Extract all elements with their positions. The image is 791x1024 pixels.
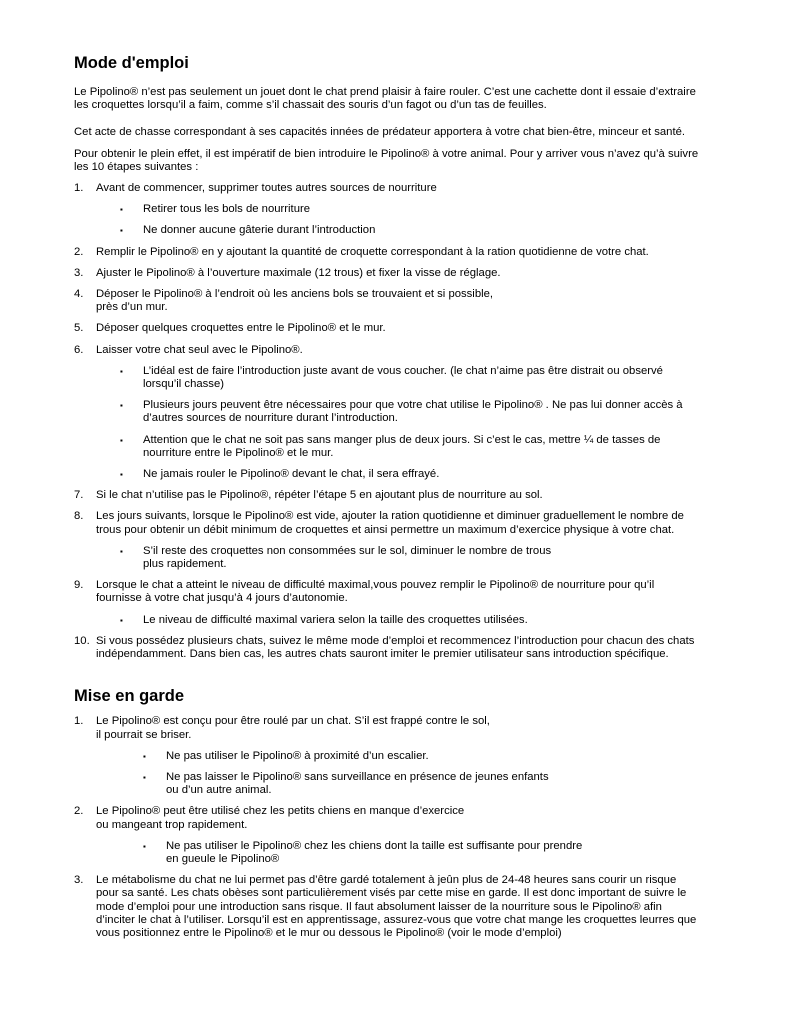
bullet-text	[166, 771, 724, 797]
text-line: Lorsque le chat a atteint le niveau de difficulté maximal,vous pouvez remplir le Pipolino® de nourriture pour qu’il	[96, 579, 655, 592]
numbered-item	[74, 344, 724, 357]
text-line: Pour obtenir le plein effet, il est impératif de bien introduire le Pipolino® à votre animal. Pour y arriver vous n’avez qu’à suivre	[74, 147, 699, 160]
text-line: fournisse à votre chat jusqu’à 4 jours d’autonomie.	[96, 592, 348, 605]
bullet-marker-icon: ▪	[120, 435, 123, 445]
item-number: 5.	[74, 322, 84, 335]
bullet-text	[143, 434, 724, 460]
text-line: Plusieurs jours peuvent être nécessaires pour que votre chat utilise le Pipolino® . Ne pas lui donner accès à	[143, 399, 683, 412]
item-number: 8.	[74, 510, 84, 523]
text-line: Retirer tous les bols de nourriture	[143, 203, 311, 216]
text-line: Remplir le Pipolino® en y ajoutant la quantité de croquette correspondant à la ration quotidienne de votre chat.	[96, 245, 649, 258]
item-text	[96, 267, 724, 280]
bullet-item	[74, 434, 724, 460]
text-line: Les jours suivants, lorsque le Pipolino® est vide, ajouter la ration quotidienne et diminuer graduellement le nombre de	[96, 510, 684, 523]
text-line: plus rapidement.	[143, 558, 227, 571]
bullet-item	[74, 771, 724, 797]
text-line: vous positionnez entre le Pipolino® et le mur ou dessous le Pipolino® (voir le mode d’emploi)	[96, 926, 562, 939]
item-number: 3.	[74, 266, 84, 279]
numbered-item	[74, 874, 724, 940]
text-line: d’autres sources de nourriture durant l’introduction.	[143, 412, 398, 425]
numbered-item	[74, 182, 724, 195]
numbered-item	[74, 579, 724, 605]
bullet-marker-icon: ▪	[120, 615, 123, 625]
item-text	[96, 805, 724, 831]
text-line: Si vous possédez plusieurs chats, suivez le même mode d’emploi et recommencez l’introduction pour chacun des chats	[96, 634, 695, 647]
text-line: Cet acte de chasse correspondant à ses capacités innées de prédateur apportera à votre chat bien-être, minceur et santé.	[74, 126, 686, 139]
item-number: 2.	[74, 805, 84, 818]
intro-paragraph-1	[74, 86, 724, 112]
item-text	[96, 344, 724, 357]
item-number: 10.	[74, 634, 90, 647]
item-text	[96, 489, 724, 502]
bullet-marker-icon: ▪	[120, 470, 123, 480]
bullet-marker-icon: ▪	[120, 401, 123, 411]
item-text	[96, 288, 724, 314]
bullet-text	[143, 224, 724, 237]
text-line: Déposer le Pipolino® à l’endroit où les anciens bols se trouvaient et si possible,	[96, 288, 494, 301]
bullet-item	[74, 399, 724, 425]
item-number: 9.	[74, 579, 84, 592]
steps-list	[74, 182, 724, 661]
bullet-text	[143, 365, 724, 391]
bullet-marker-icon: ▪	[120, 205, 123, 215]
item-text	[96, 715, 724, 741]
text-line: d’inciter le chat à l’utiliser. Lorsqu’il est en apprentissage, assurez-vous que votre chat mange les croquettes leurres que	[96, 913, 697, 926]
numbered-item	[74, 510, 724, 536]
text-line: trous pour obtenir un débit minimum de croquettes et ainsi permettre un maximum d’exercice physique à votre chat.	[96, 523, 675, 536]
text-line: Le Pipolino® peut être utilisé chez les petits chiens en manque d’exercice	[96, 805, 465, 818]
bullet-item	[74, 468, 724, 481]
bullet-text	[166, 840, 724, 866]
text-line: S’il reste des croquettes non consommées sur le sol, diminuer le nombre de trous	[143, 544, 552, 557]
numbered-item	[74, 288, 724, 314]
bullet-item	[74, 224, 724, 237]
text-line: Le niveau de difficulté maximal variera selon la taille des croquettes utilisées.	[143, 613, 528, 626]
item-number: 6.	[74, 343, 84, 356]
bullet-text	[143, 545, 724, 571]
text-line: Déposer quelques croquettes entre le Pipolino® et le mur.	[96, 322, 386, 335]
text-line: lorsqu’il chasse)	[143, 378, 224, 391]
text-line: ou d’un autre animal.	[166, 784, 272, 797]
bullet-item	[74, 614, 724, 627]
bullet-text	[143, 399, 724, 425]
text-line: indépendamment. Dans bien cas, les autres chats sauront imiter le premier utilisateur sans introduction spécifique.	[96, 648, 669, 661]
intro-paragraph-3	[74, 148, 724, 174]
bullet-item	[74, 365, 724, 391]
item-text	[96, 635, 724, 661]
bullet-marker-icon: ▪	[120, 226, 123, 236]
bullet-marker-icon: ▪	[143, 772, 146, 782]
text-line: Le Pipolino® est conçu pour être roulé par un chat. S’il est frappé contre le sol,	[96, 715, 490, 728]
bullet-text	[143, 468, 724, 481]
bullet-marker-icon: ▪	[120, 546, 123, 556]
text-line: en gueule le Pipolino®	[166, 852, 280, 865]
mise-en-garde-heading: Mise en garde	[74, 687, 185, 706]
item-number: 1.	[74, 182, 84, 195]
item-text	[96, 874, 724, 940]
numbered-item	[74, 805, 724, 831]
numbered-item	[74, 246, 724, 259]
bullet-text	[143, 203, 724, 216]
item-number: 4.	[74, 288, 84, 301]
item-text	[96, 579, 724, 605]
text-line: les croquettes lorsqu’il a faim, comme s’il chassait des souris d’un fagot ou d’un tas de feuilles.	[74, 99, 547, 112]
bullet-item	[74, 545, 724, 571]
numbered-item	[74, 322, 724, 335]
item-number: 2.	[74, 245, 84, 258]
text-line: Ne donner aucune gâterie durant l’introduction	[143, 224, 376, 237]
bullet-item	[74, 203, 724, 216]
item-text	[96, 322, 724, 335]
numbered-item	[74, 489, 724, 502]
bullet-text	[143, 614, 724, 627]
text-line: Le Pipolino® n’est pas seulement un jouet dont le chat prend plaisir à faire rouler. C’est une cachette dont il essaie d’extraire	[74, 86, 696, 98]
numbered-item	[74, 267, 724, 280]
text-line: ou mangeant trop rapidement.	[96, 818, 248, 831]
bullet-item	[74, 750, 724, 763]
mode-emploi-heading: Mode d'emploi	[74, 54, 189, 72]
text-line: près d’un mur.	[96, 301, 168, 314]
bullet-marker-icon: ▪	[143, 751, 146, 761]
text-line: Ne pas laisser le Pipolino® sans surveillance en présence de jeunes enfants	[166, 770, 549, 783]
bullet-marker-icon: ▪	[120, 366, 123, 376]
warning-list	[74, 715, 724, 940]
text-line: il pourrait se briser.	[96, 728, 192, 741]
text-line: nourriture entre le Pipolino® et le mur.	[143, 446, 334, 459]
document-page	[74, 52, 724, 940]
text-line: Ajuster le Pipolino® à l’ouverture maximale (12 trous) et fixer la visse de réglage.	[96, 266, 501, 279]
text-line: les 10 étapes suivantes :	[74, 160, 199, 173]
text-line: Ne jamais rouler le Pipolino® devant le chat, il sera effrayé.	[143, 468, 440, 481]
intro-paragraph-2	[74, 126, 724, 139]
text-line: Ne pas utiliser le Pipolino® à proximité d’un escalier.	[166, 749, 429, 762]
text-line: L’idéal est de faire l’introduction juste avant de vous coucher. (le chat n’aime pas être distrait ou observé	[143, 364, 663, 377]
text-line: mode d’emploi pour une introduction sans risque. Il faut absolument laisser de la nourriture sous le Pipolino® afin	[96, 900, 662, 913]
item-number: 1.	[74, 715, 84, 728]
text-line: Ne pas utiliser le Pipolino® chez les chiens dont la taille est suffisante pour prendre	[166, 839, 583, 852]
bullet-text	[166, 750, 724, 763]
text-line: Attention que le chat ne soit pas sans manger plus de deux jours. Si c’est le cas, mettre ¼ de tasses de	[143, 433, 661, 446]
item-text	[96, 182, 724, 195]
item-number: 3.	[74, 874, 84, 887]
bullet-item	[74, 840, 724, 866]
text-line: Laisser votre chat seul avec le Pipolino®.	[96, 343, 303, 356]
item-text	[96, 246, 724, 259]
item-text	[96, 510, 724, 536]
item-number: 7.	[74, 489, 84, 502]
bullet-marker-icon: ▪	[143, 841, 146, 851]
numbered-item	[74, 635, 724, 661]
text-line: pour sa santé. Les chats obèses sont particulièrement visés par cette mise en garde. Il est donc important de suivre le	[96, 887, 687, 900]
text-line: Si le chat n’utilise pas le Pipolino®, répéter l’étape 5 en ajoutant plus de nourriture au sol.	[96, 489, 543, 502]
text-line: Avant de commencer, supprimer toutes autres sources de nourriture	[96, 182, 437, 195]
text-line: Le métabolisme du chat ne lui permet pas d’être gardé totalement à jeûn plus de 24-48 heures sans courir un risque	[96, 874, 677, 887]
numbered-item	[74, 715, 724, 741]
